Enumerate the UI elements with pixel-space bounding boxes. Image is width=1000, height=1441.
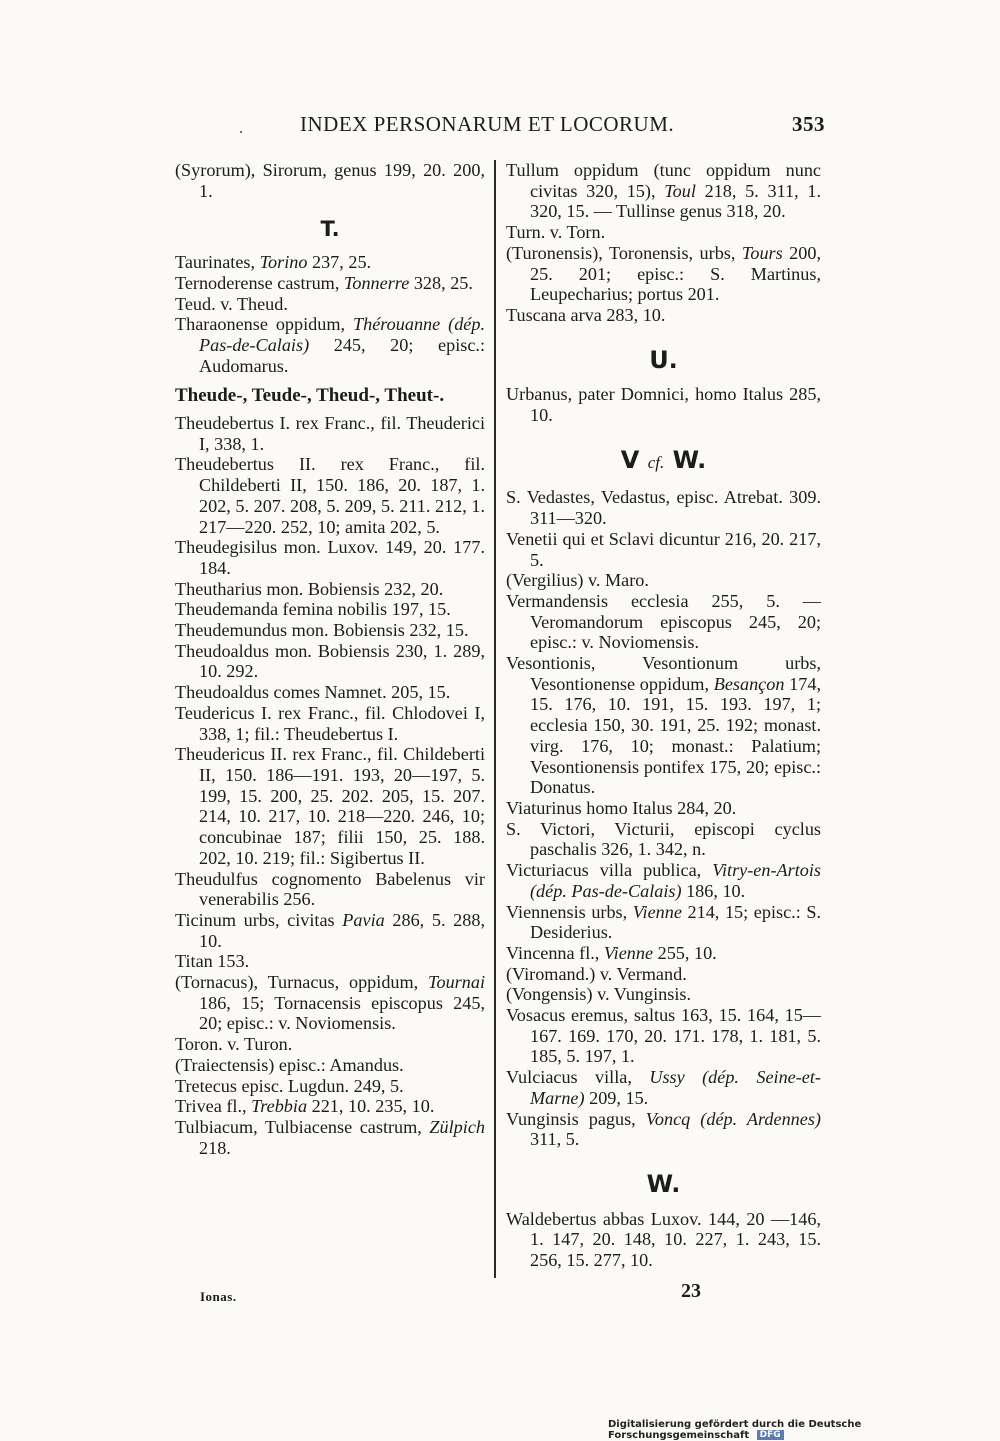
index-entry: Venetii qui et Sclavi dicuntur 216, 20. 217, 5.: [506, 528, 821, 570]
page-title: INDEX PERSONARUM ET LOCORUM.: [300, 112, 675, 136]
index-entry: Vosacus eremus, saltus 163, 15. 164, 15—167. 169. 170, 20. 171. 178, 1. 181, 5. 185, 5. 197, 1.: [506, 1005, 821, 1067]
subsection-heading: Theude-, Teude-, Theud-, Theut-.: [175, 385, 445, 407]
index-entry: (Turonensis), Toronensis, urbs, Tours 200, 25. 201; episc.: S. Martinus, Leupecharius; portus 201.: [506, 242, 822, 305]
index-entry: Taurinates, Torino 237, 25.: [175, 252, 372, 273]
index-entry: Teud. v. Theud.: [175, 293, 288, 314]
index-entry: Viaturinus homo Italus 284, 20.: [506, 797, 737, 818]
footer-author: Ionas.: [200, 1289, 237, 1304]
index-entry: Turn. v. Torn.: [506, 222, 606, 243]
index-entry: (Vongensis) v. Vunginsis.: [506, 984, 692, 1005]
index-entry: Tulbiacum, Tulbiacense castrum, Zülpich 218.: [175, 1116, 485, 1158]
index-entry: S. Victori, Victurii, episcopi cyclus paschalis 326, 1. 342, n.: [506, 818, 821, 860]
index-entry: Titan 153.: [175, 951, 250, 972]
index-entry: Tuscana arva 283, 10.: [506, 304, 666, 325]
section-heading-u: U.: [649, 345, 678, 374]
index-entry: Vulciacus villa, Ussy (dép. Seine-et-Marne) 209, 15.: [506, 1067, 821, 1108]
index-entry: Victuriacus villa publica, Vitry-en-Artois (dép. Pas-de-Calais) 186, 10.: [506, 860, 821, 901]
index-entry: (Tornacus), Turnacus, oppidum, Tournai 186, 15; Tornacensis episcopus 245, 20; episc.: v. Noviomensis.: [175, 972, 485, 1034]
column-divider: [494, 160, 496, 1278]
index-entry: Theudebertus I. rex Franc., fil. Theuderici I, 338, 1.: [175, 413, 485, 454]
index-entry: Ternoderense castrum, Tonnerre 328, 25.: [175, 272, 473, 293]
index-entry: Ticinum urbs, civitas Pavia 286, 5. 288, 10.: [175, 909, 485, 951]
index-entry: Tharaonense oppidum, Thérouanne (dép. Pas-de-Calais) 245, 20; episc.: Audomarus.: [175, 314, 485, 376]
index-entry: Vesontionis, Vesontionum urbs, Vesontionense oppidum, Besançon 174, 15. 176, 10. 191, 15. 193. 197, 1; ecclesia 150, 30. 191, 25. 192; monast. virg. 176, 10; monast.: Palatium; Vesontionensis pontifex 175, 20; episc.: Donatus.: [506, 653, 822, 798]
printer-mark: [240, 131, 242, 133]
index-entry: Teudericus I. rex Franc., fil. Chlodovei I, 338, 1; fil.: Theudebertus I.: [175, 702, 485, 744]
index-entry: Toron. v. Turon.: [175, 1034, 293, 1055]
index-entry: Theudoaldus comes Namnet. 205, 15.: [175, 682, 451, 703]
section-heading-t: T.: [320, 217, 340, 242]
index-entry: Theudoaldus mon. Bobiensis 230, 1. 289, 10. 292.: [175, 640, 485, 682]
credit-text: Digitalisierung gefördert durch die Deutsche Forschungsgemeinschaft: [608, 1419, 862, 1441]
page-number: 353: [792, 112, 825, 136]
right-column: [506, 160, 821, 1271]
index-entry: Waldebertus abbas Luxov. 144, 20 —146, 1. 147, 20. 148, 10. 227, 1. 243, 15. 256, 15. 277, 10.: [506, 1208, 821, 1271]
index-entry: Theudulfus cognomento Babelenus vir venerabilis 256.: [175, 868, 485, 910]
index-entry: Tretecus episc. Lugdun. 249, 5.: [175, 1075, 404, 1096]
section-heading-v: V cf. W.: [620, 445, 707, 474]
index-entry: Theudemanda femina nobilis 197, 15.: [175, 599, 451, 620]
digitization-credit: [608, 1419, 1000, 1441]
index-entry: Viennensis urbs, Vienne 214, 15; episc.: S. Desiderius.: [506, 901, 821, 943]
index-entry: Theudebertus II. rex Franc., fil. Childeberti II, 150. 186, 20. 187, 1. 202, 5. 207. 208, 5. 209, 5. 211. 212, 1. 217—220. 252, 10; amita 202, 5.: [175, 454, 485, 537]
index-entry: Theudegisilus mon. Luxov. 149, 20. 177. 184.: [175, 537, 485, 578]
index-entry: Vermandensis ecclesia 255, 5. — Veromandorum episcopus 245, 20; episc.: v. Noviomensis.: [506, 590, 821, 653]
index-entry: Trivea fl., Trebbia 221, 10. 235, 10.: [175, 1096, 435, 1117]
running-header: [175, 112, 825, 142]
index-entry: (Vergilius) v. Maro.: [506, 570, 649, 591]
index-entry: Tullum oppidum (tunc oppidum nunc civitas 320, 15), Toul 218, 5. 311, 1. 320, 15. — Tullinse genus 318, 20.: [506, 160, 821, 222]
index-entry: Vunginsis pagus, Voncq (dép. Ardennes) 311, 5.: [506, 1108, 821, 1150]
index-entry: Theutharius mon. Bobiensis 232, 20.: [175, 578, 444, 599]
index-entry: Theudericus II. rex Franc., fil. Childeberti II, 150. 186—191. 193, 20—197, 5. 199, 15. 200, 25. 202. 205, 15. 207. 214, 10. 217, 10. 218—220. 246, 10; concubinae 187; filii 150, 25. 188. 202, 10. 219; fil.: Sigibertus II.: [175, 744, 485, 868]
index-entry: (Syrorum), Sirorum, genus 199, 20. 200, 1.: [175, 160, 485, 201]
index-entry: Vincenna fl., Vienne 255, 10.: [506, 942, 717, 963]
section-heading-w: W.: [646, 1169, 681, 1198]
signature-mark: 23: [681, 1280, 701, 1302]
index-entry: (Viromand.) v. Vermand.: [506, 963, 687, 984]
index-entry: Theudemundus mon. Bobiensis 232, 15.: [175, 620, 469, 641]
index-entry: S. Vedastes, Vedastus, episc. Atrebat. 309. 311—320.: [506, 487, 821, 529]
left-column: [175, 160, 485, 1158]
index-entry: (Traiectensis) episc.: Amandus.: [175, 1054, 404, 1075]
dfg-logo-icon: DFG: [757, 1430, 784, 1440]
index-entry: Urbanus, pater Domnici, homo Italus 285, 10.: [506, 384, 821, 426]
